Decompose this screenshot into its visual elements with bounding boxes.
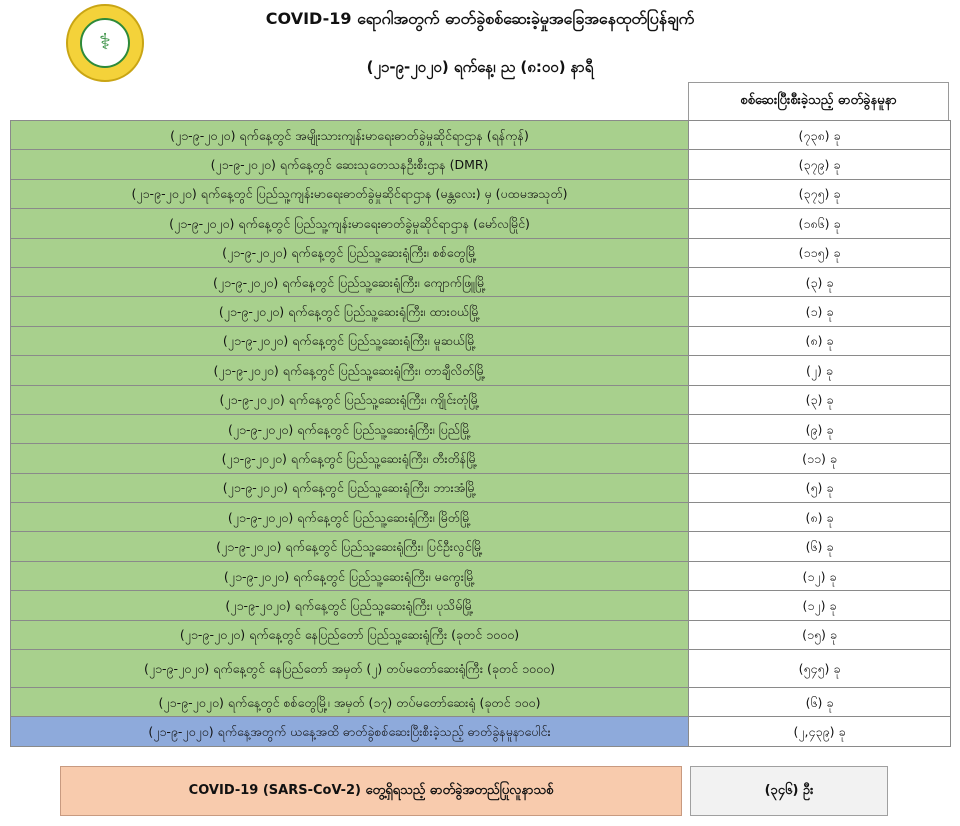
medical-emblem-icon: ⚕ <box>99 30 111 55</box>
row-place: (၂၁-၉-၂၀၂၀) ရက်နေ့တွင် ပြည်သူ့ဆေးရုံကြီး၊ တီးတိန်မြို့ <box>11 444 689 473</box>
new-cases-label: COVID-19 (SARS-CoV-2) တွေ့ရှိရသည့် ဓာတ်ခွဲအတည်ပြုလူနာသစ် <box>60 766 682 816</box>
row-count: (၇၃၈) ခု <box>689 121 951 150</box>
row-place: (၂၁-၉-၂၀၂၀) ရက်နေ့တွင် ပြည်သူ့ဆေးရုံကြီး၊ ပြင်ဦးလွင်မြို့ <box>11 532 689 561</box>
row-place: (၂၁-၉-၂၀၂၀) ရက်နေ့တွင် ပြည်သူ့ဆေးရုံကြီး၊ မူဆယ်မြို့ <box>11 326 689 355</box>
table-row <box>11 503 951 532</box>
row-count: (၆) ခု <box>689 688 951 717</box>
row-count: (၁၁၅) ခု <box>689 238 951 267</box>
row-count: (၁) ခု <box>689 297 951 326</box>
row-count: (၂) ခု <box>689 356 951 385</box>
row-count: (၁၂) ခု <box>689 591 951 620</box>
new-cases-value: (၃၄၆) ဦး <box>690 766 888 816</box>
row-count: (၆) ခု <box>689 532 951 561</box>
test-results-table <box>10 120 951 747</box>
table-row <box>11 688 951 717</box>
page-subtitle: (၂၁-၉-၂၀၂၀) ရက်နေ့၊ ည (၈:၀၀) နာရီ <box>366 58 594 76</box>
table-row <box>11 532 951 561</box>
row-count: (၃) ခု <box>689 385 951 414</box>
row-place: (၂၁-၉-၂၀၂၀) ရက်နေ့တွင် နေပြည်တော် ပြည်သူ့ဆေးရုံကြီး (ခုတင် ၁၀၀၀) <box>11 620 689 649</box>
table-row <box>11 326 951 355</box>
table-row <box>11 121 951 150</box>
row-place: (၂၁-၉-၂၀၂၀) ရက်နေ့တွင် ဆေးသုတေသနဦးစီးဌာန (DMR) <box>11 150 689 179</box>
table-row <box>11 385 951 414</box>
table-row <box>11 591 951 620</box>
row-place: (၂၁-၉-၂၀၂၀) ရက်နေ့တွင် ပြည်သူ့ကျန်းမာရေးဓာတ်ခွဲမှုဆိုင်ရာဌာန (မော်လမြိုင်) <box>11 209 689 238</box>
row-count: (၉) ခု <box>689 414 951 443</box>
table-row <box>11 620 951 649</box>
table-row <box>11 150 951 179</box>
row-place: (၂၁-၉-၂၀၂၀) ရက်နေ့တွင် အမျိုးသားကျန်းမာရေးဓာတ်ခွဲမှုဆိုင်ရာဌာန (ရန်ကုန်) <box>11 121 689 150</box>
row-count: (၃၇၅) ခု <box>689 179 951 208</box>
table-row <box>11 650 951 688</box>
row-place: (၂၁-၉-၂၀၂၀) ရက်နေ့တွင် ပြည်သူ့ဆေးရုံကြီး၊ မကွေးမြို့ <box>11 561 689 590</box>
total-label: (၂၁-၉-၂၀၂၀) ရက်နေ့အတွက် ယနေ့အထိ ဓာတ်ခွဲစစ်ဆေးပြီးစီးခဲ့သည့် ဓာတ်ခွဲနမူနာပေါင်း <box>11 717 689 746</box>
row-place: (၂၁-၉-၂၀၂၀) ရက်နေ့တွင် နေပြည်တော် အမှတ် (၂) တပ်မတော်ဆေးရုံကြီး (ခုတင် ၁၀၀၀) <box>11 650 689 688</box>
table-row <box>11 414 951 443</box>
row-place: (၂၁-၉-၂၀၂၀) ရက်နေ့တွင် ပြည်သူ့ဆေးရုံကြီး၊ ပြည်မြို့ <box>11 414 689 443</box>
row-place: (၂၁-၉-၂၀၂၀) ရက်နေ့တွင် ပြည်သူ့ဆေးရုံကြီး၊ ထားဝယ်မြို့ <box>11 297 689 326</box>
table-row <box>11 238 951 267</box>
page-title: COVID-19 ရောဂါအတွက် ဓာတ်ခွဲစစ်ဆေးခဲ့မှုအခြေအနေထုတ်ပြန်ချက် <box>265 9 695 28</box>
total-value: (၂,၄၃၉) ခု <box>689 717 951 746</box>
row-place: (၂၁-၉-၂၀၂၀) ရက်နေ့တွင် ပြည်သူ့ဆေးရုံကြီး၊ ပုသိမ်မြို့ <box>11 591 689 620</box>
row-place: (၂၁-၉-၂၀၂၀) ရက်နေ့တွင် ပြည်သူ့ဆေးရုံကြီး၊ တာချီလိတ်မြို့ <box>11 356 689 385</box>
row-place: (၂၁-၉-၂၀၂၀) ရက်နေ့တွင် ပြည်သူ့ကျန်းမာရေးဓာတ်ခွဲမှုဆိုင်ရာဌာန (မန္တလေး) မှ (ပထမအသုတ်) <box>11 179 689 208</box>
row-count: (၃) ခု <box>689 267 951 296</box>
row-place: (၂၁-၉-၂၀၂၀) ရက်နေ့တွင် ပြည်သူ့ဆေးရုံကြီး၊ ဘားအံမြို့ <box>11 473 689 502</box>
row-count: (၁၈၆) ခု <box>689 209 951 238</box>
row-place: (၂၁-၉-၂၀၂၀) ရက်နေ့တွင် ပြည်သူ့ဆေးရုံကြီး၊ စစ်တွေမြို့ <box>11 238 689 267</box>
row-count: (၅၄၅) ခု <box>689 650 951 688</box>
row-place: (၂၁-၉-၂၀၂၀) ရက်နေ့တွင် ပြည်သူ့ဆေးရုံကြီး၊ ကျောက်ဖြူမြို့ <box>11 267 689 296</box>
row-count: (၁၂) ခု <box>689 561 951 590</box>
row-count: (၅) ခု <box>689 473 951 502</box>
table-row <box>11 267 951 296</box>
column-header: စစ်ဆေးပြီးစီးခဲ့သည့် ဓာတ်ခွဲနမူနာ <box>688 82 949 120</box>
row-count: (၁၅) ခု <box>689 620 951 649</box>
total-row <box>11 717 951 746</box>
table-row <box>11 473 951 502</box>
table-row <box>11 561 951 590</box>
logo-emblem <box>80 18 130 68</box>
row-count: (၈) ခု <box>689 503 951 532</box>
table-row <box>11 444 951 473</box>
table-row <box>11 179 951 208</box>
row-count: (၃၇၉) ခု <box>689 150 951 179</box>
row-place: (၂၁-၉-၂၀၂၀) ရက်နေ့တွင် ပြည်သူ့ဆေးရုံကြီး၊ ကျိုင်းတုံမြို့ <box>11 385 689 414</box>
table-row <box>11 297 951 326</box>
row-count: (၈) ခု <box>689 326 951 355</box>
table-row <box>11 209 951 238</box>
row-count: (၁၁) ခု <box>689 444 951 473</box>
row-place: (၂၁-၉-၂၀၂၀) ရက်နေ့တွင် ပြည်သူ့ဆေးရုံကြီး၊ မြိတ်မြို့ <box>11 503 689 532</box>
row-place: (၂၁-၉-၂၀၂၀) ရက်နေ့တွင် စစ်တွေမြို့၊ အမှတ် (၁၇) တပ်မတော်ဆေးရုံ (ခုတင် ၁၀၀) <box>11 688 689 717</box>
table-row <box>11 356 951 385</box>
ministry-logo <box>66 4 144 82</box>
